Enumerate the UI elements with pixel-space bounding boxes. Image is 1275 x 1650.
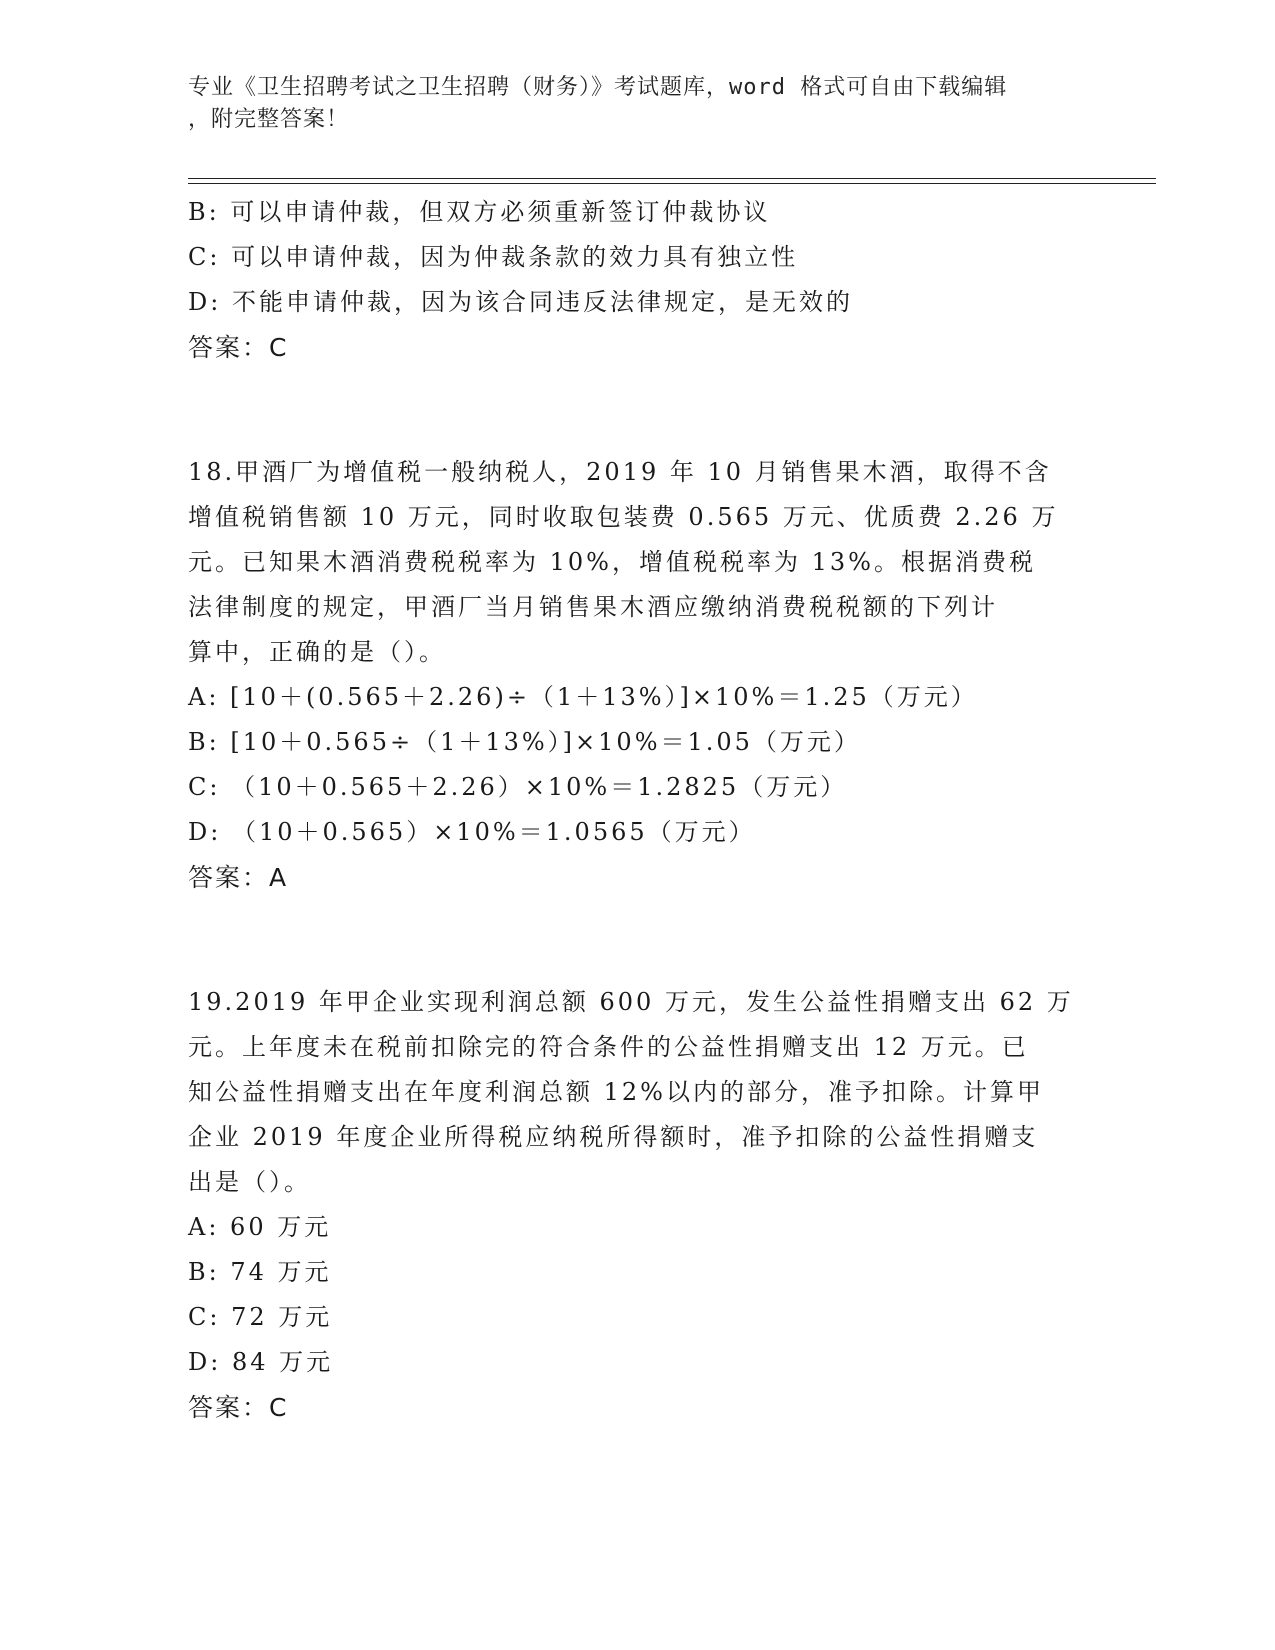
header-line-1: 专业《卫生招聘考试之卫生招聘（财务）》考试题库，word 格式可自由下载编辑 bbox=[188, 75, 1008, 100]
header-line-2: ，附完整答案！ bbox=[188, 107, 350, 132]
option-d: D: （10＋0.565）×10%＝1.0565（万元） bbox=[188, 818, 756, 846]
header-divider-top bbox=[188, 178, 1156, 179]
option-b: B: 可以申请仲裁，但双方必须重新签订仲裁协议 bbox=[188, 198, 771, 226]
question-stem-line: 法律制度的规定，甲酒厂当月销售果木酒应缴纳消费税税额的下列计 bbox=[188, 593, 998, 621]
question-stem-line: 元。上年度未在税前扣除完的符合条件的公益性捐赠支出 12 万元。已 bbox=[188, 1033, 1029, 1061]
question-stem-line: 出是（）。 bbox=[188, 1168, 311, 1196]
option-d: D: 84 万元 bbox=[188, 1348, 334, 1376]
question-17 bbox=[188, 190, 1088, 370]
answer-label: 答案：C bbox=[188, 333, 289, 362]
question-stem-line: 增值税销售额 10 万元，同时收取包装费 0.565 万元、优质费 2.26 万 bbox=[188, 503, 1059, 531]
question-stem-line: 算中，正确的是（）。 bbox=[188, 638, 446, 666]
spacer bbox=[188, 900, 1088, 980]
question-stem-line: 19.2019 年甲企业实现利润总额 600 万元，发生公益性捐赠支出 62 万 bbox=[188, 988, 1074, 1016]
answer-label: 答案：A bbox=[188, 863, 289, 892]
spacer bbox=[188, 370, 1088, 450]
option-c: C: 可以申请仲裁，因为仲裁条款的效力具有独立性 bbox=[188, 243, 799, 271]
document-body bbox=[188, 190, 1088, 1430]
option-a: A: 60 万元 bbox=[188, 1213, 332, 1241]
question-stem-line: 企业 2019 年度企业所得税应纳税所得额时，准予扣除的公益性捐赠支 bbox=[188, 1123, 1039, 1151]
option-b: B: 74 万元 bbox=[188, 1258, 332, 1286]
option-a: A: [10＋(0.565＋2.26)÷（1＋13%）]×10%＝1.25（万元） bbox=[188, 683, 978, 711]
answer-label: 答案：C bbox=[188, 1393, 289, 1422]
option-d: D: 不能申请仲裁，因为该合同违反法律规定，是无效的 bbox=[188, 288, 853, 316]
question-19 bbox=[188, 980, 1088, 1430]
header-divider-bottom bbox=[188, 183, 1156, 184]
option-c: C: 72 万元 bbox=[188, 1303, 333, 1331]
question-stem-line: 18.甲酒厂为增值税一般纳税人，2019 年 10 月销售果木酒，取得不含 bbox=[188, 458, 1052, 486]
option-c: C: （10＋0.565＋2.26）×10%＝1.2825（万元） bbox=[188, 773, 848, 801]
document-header bbox=[188, 72, 1088, 136]
question-stem-line: 知公益性捐赠支出在年度利润总额 12%以内的部分，准予扣除。计算甲 bbox=[188, 1078, 1044, 1106]
question-18 bbox=[188, 450, 1088, 900]
option-b: B: [10＋0.565÷（1＋13%）]×10%＝1.05（万元） bbox=[188, 728, 861, 756]
question-stem-line: 元。已知果木酒消费税税率为 10%，增值税税率为 13%。根据消费税 bbox=[188, 548, 1036, 576]
